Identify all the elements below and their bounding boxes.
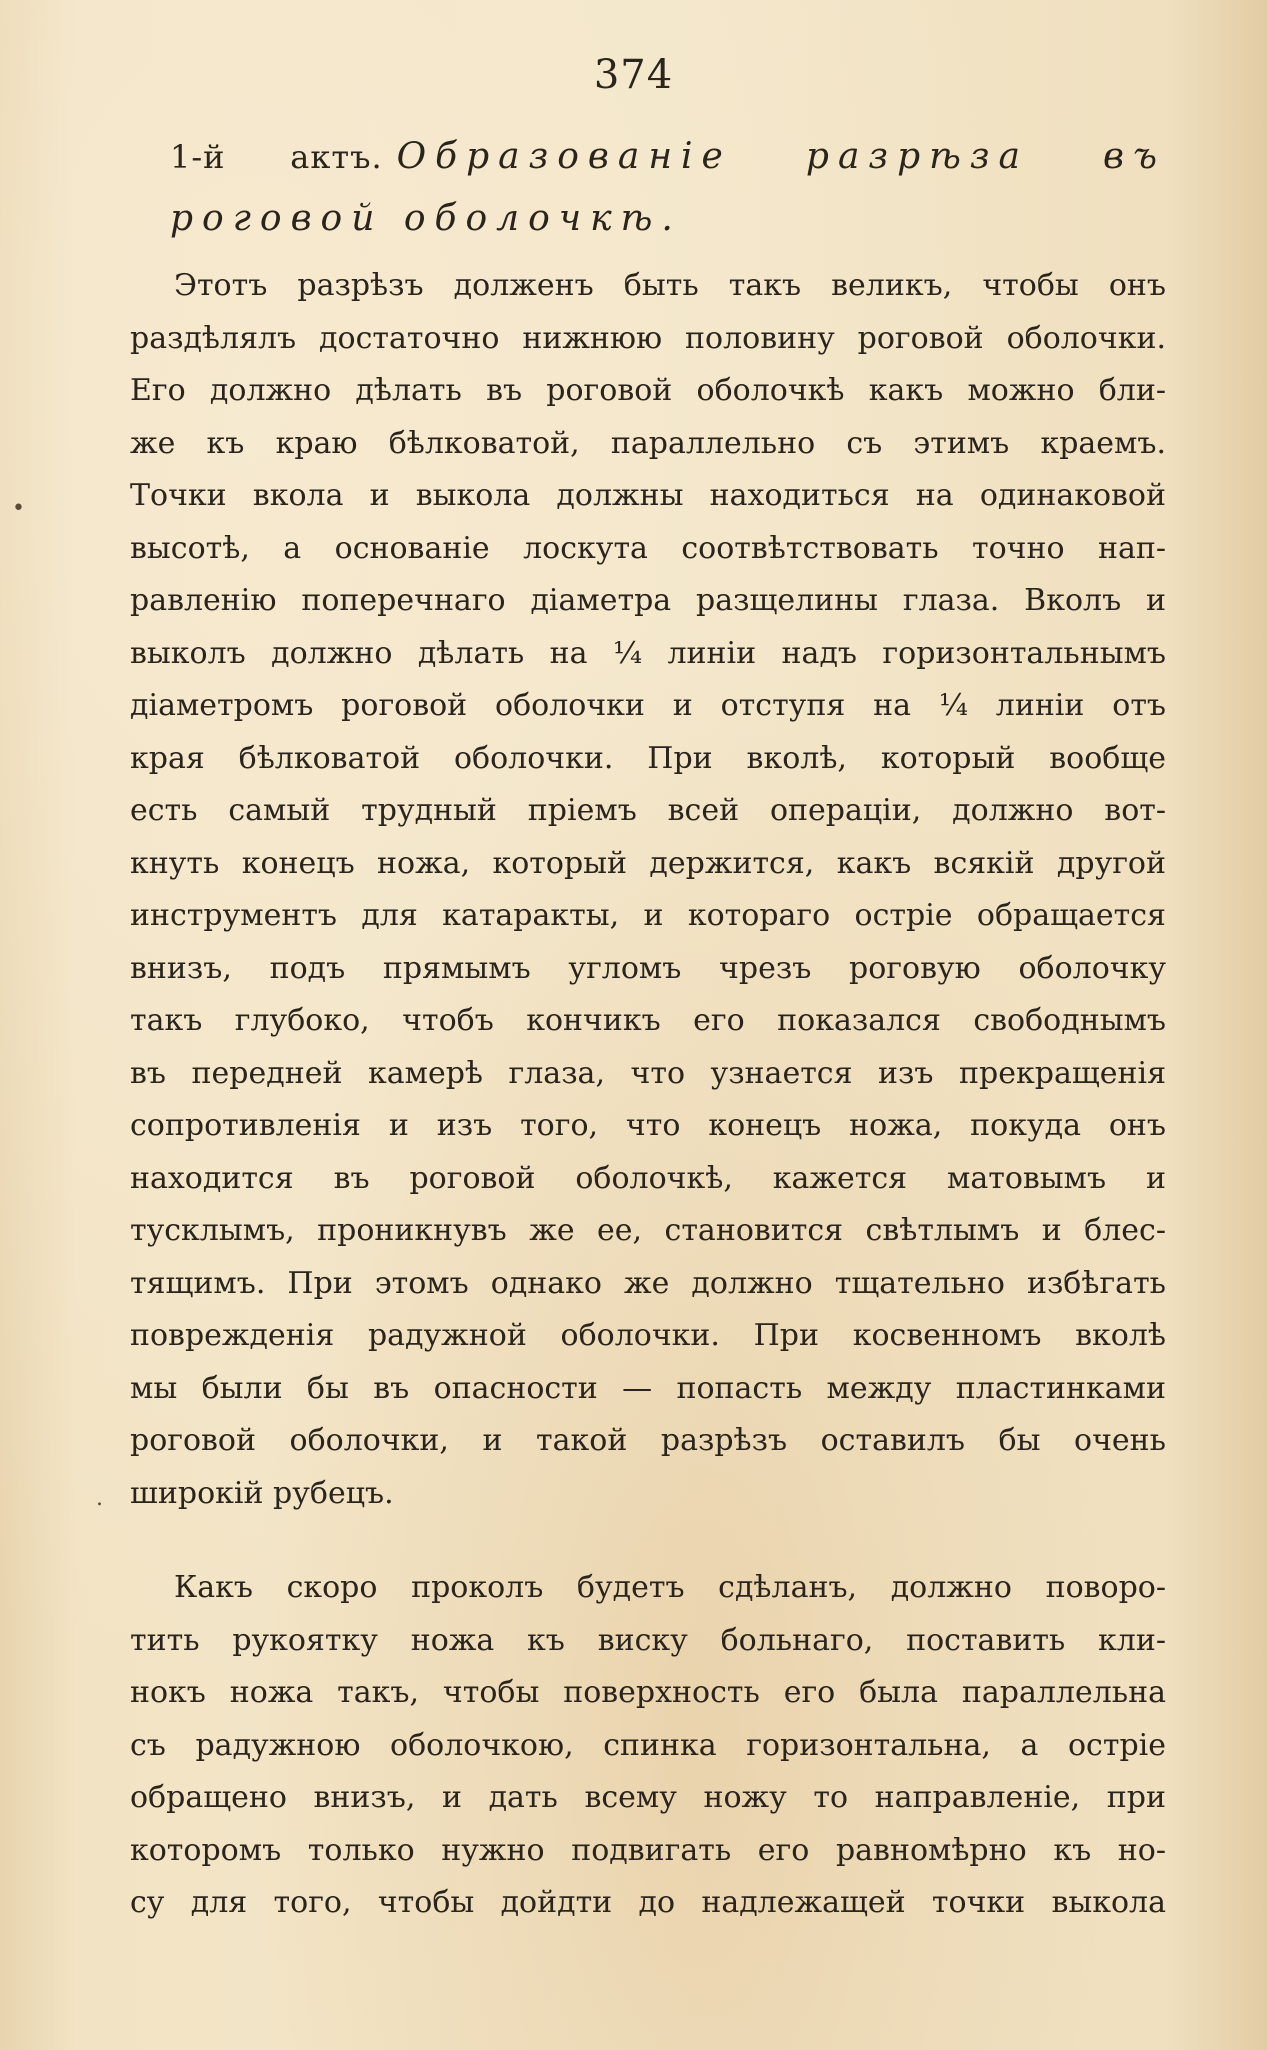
margin-mark: . (96, 1486, 103, 1511)
text-line: же къ краю бѣлковатой, параллельно съ этимъ краемъ. (130, 425, 1166, 461)
text-line: роговой оболочки, и такой разрѣзъ оставилъ бы очень (130, 1423, 1166, 1458)
text-line: Какъ скоро проколъ будетъ сдѣланъ, должно поворо- (174, 1570, 1166, 1605)
text-line: поврежденія радужной оболочки. При косвенномъ вколѣ (130, 1318, 1166, 1353)
text-line: находится въ роговой оболочкѣ, кажется матовымъ и (130, 1160, 1166, 1196)
text-line: обращено внизъ, и дать всему ножу то направленіе, при (130, 1780, 1166, 1815)
text-line: кнуть конецъ ножа, который держится, какъ всякій другой (130, 845, 1166, 881)
text-line: тить рукоятку ножа къ виску больнаго, поставить кли- (130, 1622, 1166, 1658)
section-heading (170, 126, 1166, 250)
text-line: высотѣ, а основаніе лоскута соотвѣтствовать точно нап- (130, 530, 1166, 566)
text-line: широкій рубецъ. (130, 1475, 394, 1511)
text-line: тящимъ. При этомъ однако же должно тщательно избѣгать (130, 1265, 1166, 1301)
text-line: мы были бы въ опасности — попасть между пластинками (130, 1370, 1166, 1406)
text-line: тусклымъ, проникнувъ же ее, становится свѣтлымъ и блес- (130, 1213, 1166, 1248)
text-line: выколъ должно дѣлать на ¼ линіи надъ горизонтальнымъ (130, 635, 1166, 671)
text-line: Этотъ разрѣзъ долженъ быть такъ великъ, чтобы онъ (174, 268, 1166, 303)
text-line: такъ глубоко, чтобъ кончикъ его показался свободнымъ (130, 1003, 1166, 1038)
page-number: 374 (593, 52, 674, 98)
text-line: края бѣлковатой оболочки. При вколѣ, который вообще (130, 740, 1166, 776)
text-line: раздѣлялъ достаточно нижнюю половину роговой оболочки. (130, 320, 1166, 356)
text-line: есть самый трудный пріемъ всей операціи, должно вот- (130, 793, 1166, 828)
text-line: Его должно дѣлать въ роговой оболочкѣ какъ можно бли- (130, 373, 1166, 408)
text-line: которомъ только нужно подвигать его равномѣрно къ но- (130, 1832, 1166, 1868)
text-line: въ передней камерѣ глаза, что узнается изъ прекращенія (130, 1055, 1166, 1091)
text-line: съ радужною оболочкою, спинка горизонтальна, а остріе (130, 1727, 1166, 1763)
text-line: инструментъ для катаракты, и котораго остріе обращается (130, 898, 1166, 933)
text-line: Точки вкола и выкола должны находиться на одинаковой (130, 478, 1166, 513)
heading-title: Образованіе разрѣза въ роговой оболочкѣ. (170, 136, 1166, 239)
text-line: равленію поперечнаго діаметра разщелины глаза. Вколъ и (130, 583, 1166, 618)
act-label: 1-й актъ. (170, 138, 383, 176)
text-line: діаметромъ роговой оболочки и отступя на ¼ линіи отъ (130, 688, 1166, 723)
margin-mark: • (12, 496, 25, 521)
text-line: сопротивленія и изъ того, что конецъ ножа, покуда онъ (130, 1108, 1166, 1143)
text-line: нокъ ножа такъ, чтобы поверхность его была параллельна (130, 1675, 1166, 1710)
text-line: су для того, чтобы дойдти до надлежащей точки выкола (130, 1885, 1166, 1920)
paragraph-1 (130, 260, 1166, 1520)
text-line: внизъ, подъ прямымъ угломъ чрезъ роговую оболочку (130, 950, 1166, 986)
body-text (130, 260, 1166, 1930)
paragraph-2 (130, 1562, 1166, 1930)
